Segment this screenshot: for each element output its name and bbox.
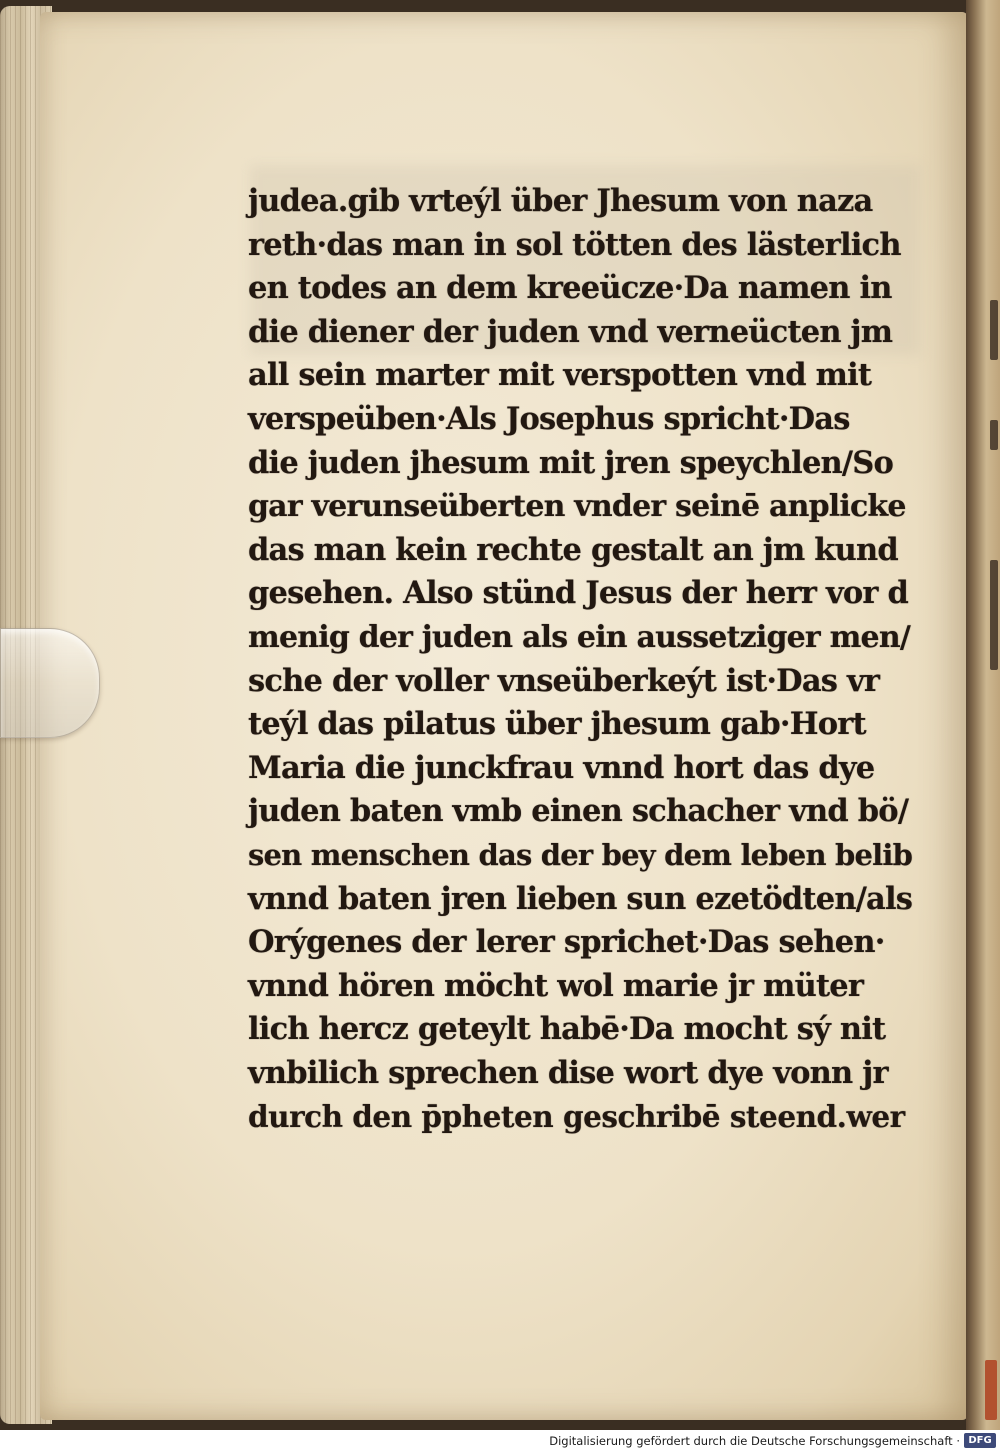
footer-bar [0,1430,1000,1452]
book-gutter [966,0,1000,1430]
text-line: durch den p̄pheten geschribē steend.wer [248,1099,905,1135]
text-line: menig der juden als ein aussetziger men/ [248,619,910,655]
next-page-ink-mark [990,300,998,360]
next-page-ink-mark [990,420,998,450]
text-line: juden baten vmb einen schacher vnd bö/ [248,793,909,830]
text-line: reth·das man in sol tötten des lästerlich [248,226,901,263]
text-line: die diener der juden vnd verneücten jm [248,313,893,350]
next-page-ink-mark [990,560,998,670]
text-line: en todes an dem kreeücze·Da namen in [248,270,892,307]
text-line: verspeüben·Als Josephus spricht·Das [248,400,850,437]
text-line: die juden jhesum mit jren speychlen/So [248,444,894,481]
text-line: das man kein rechte gestalt an jm kund [248,531,898,568]
text-line: gar verunseüberten vnder seinē anplicke [248,489,906,525]
dfg-logo: DFG [964,1433,996,1448]
bookmark-tab [985,1360,997,1420]
text-line: gesehen. Also stünd Jesus der herr vor d [248,575,909,612]
text-line: vnnd baten jren lieben sun ezetödten/als [248,880,913,917]
text-line: Maria die junckfrau vnnd hort das dye [248,749,875,786]
text-line: vnnd hören möcht wol marie jr müter [248,967,864,1004]
text-line: judea.gib vrteýl über Jhesum von naza [248,183,873,219]
text-line: vnbilich sprechen dise wort dye vonn jr [248,1054,888,1091]
text-line: all sein marter mit verspotten vnd mit [248,357,872,394]
text-line: lich hercz geteylt habē·Da mocht sý nit [248,1011,886,1048]
funding-credit: Digitalisierung gefördert durch die Deutsche Forschungsgemeinschaft · [549,1434,960,1448]
page-text [248,180,914,1139]
text-line: Orýgenes der lerer sprichet·Das sehen· [248,924,885,961]
text-line: teýl das pilatus über jhesum gab·Hort [248,706,866,743]
page-clip [0,628,100,738]
text-line: sche der voller vnseüberkeýt ist·Das vr [248,662,880,699]
text-line: sen menschen das der bey dem leben belib [248,837,913,872]
